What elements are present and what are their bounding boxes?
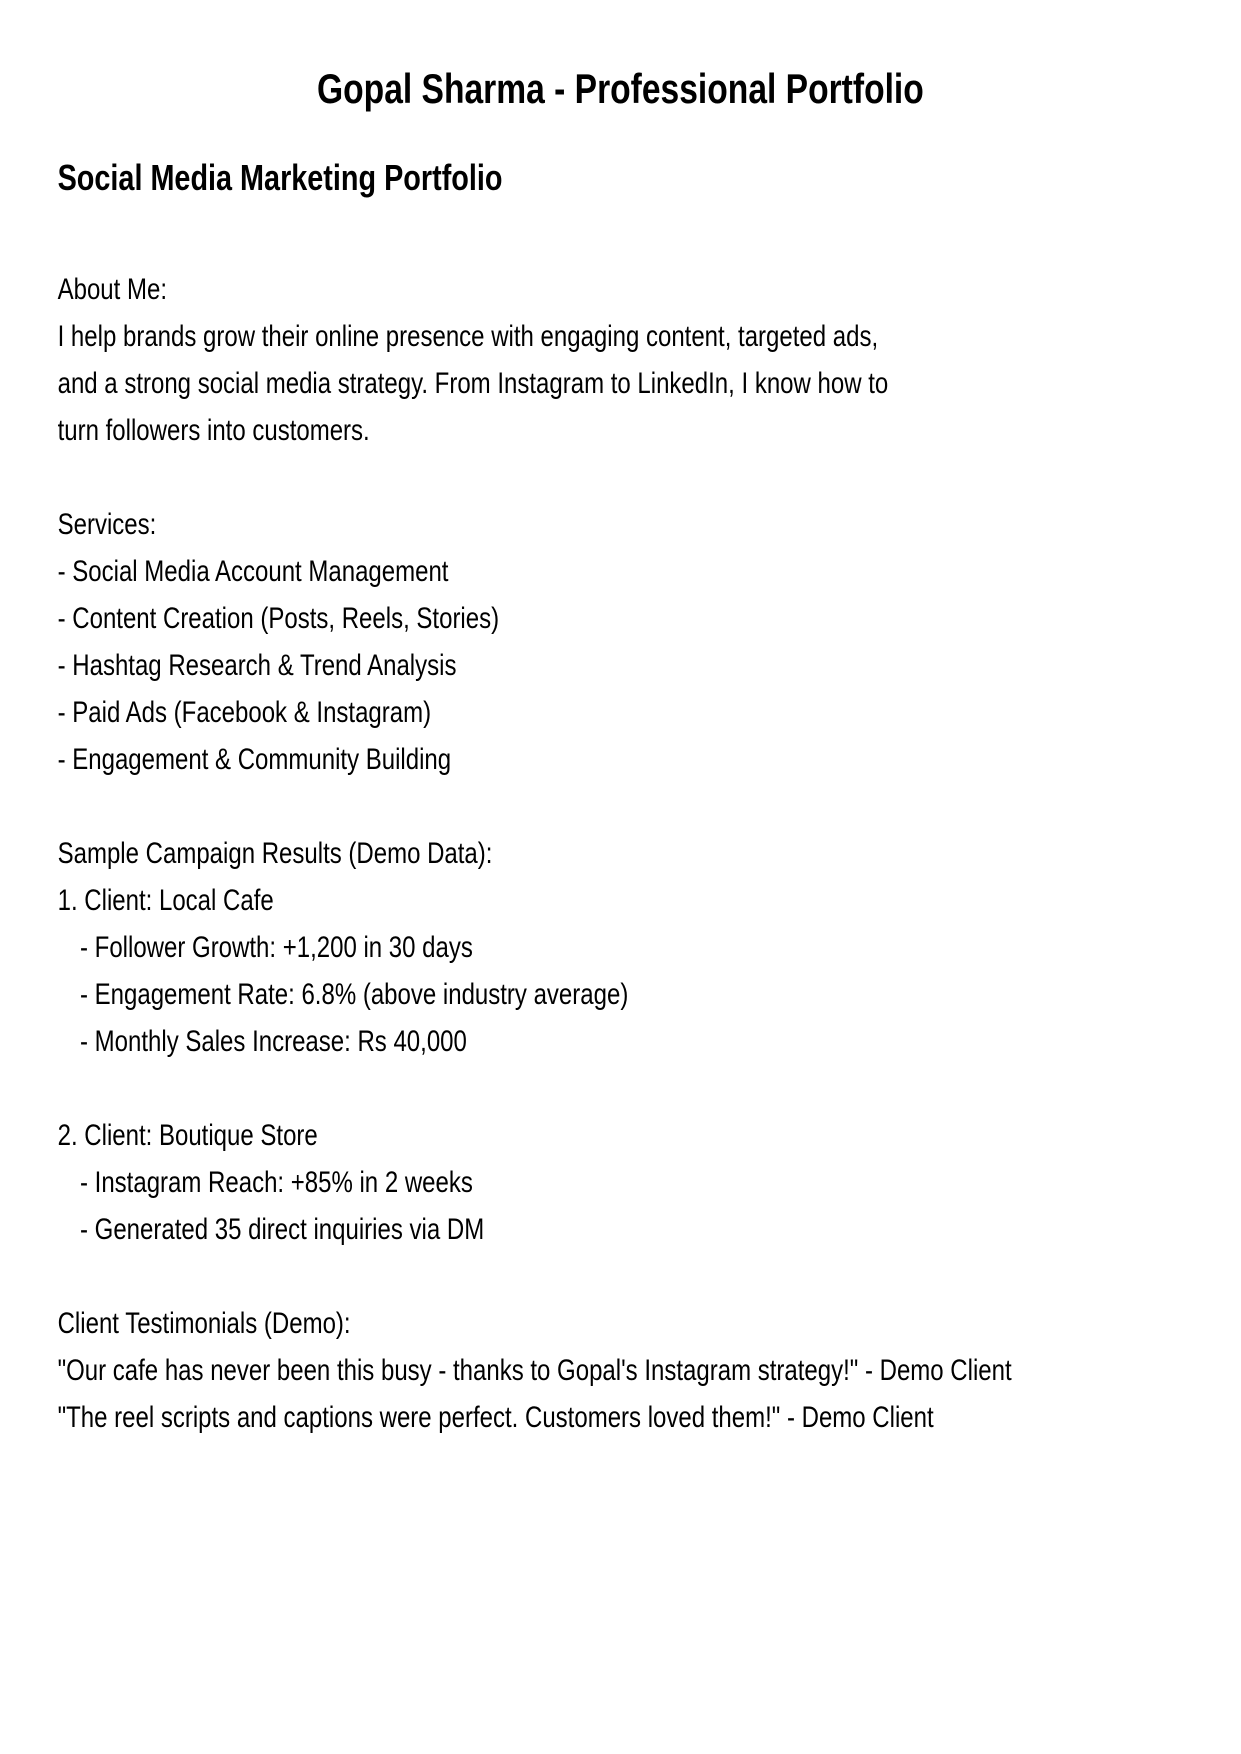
service-item-2: - Content Creation (Posts, Reels, Stories) bbox=[57, 602, 500, 635]
campaign-results-label: Sample Campaign Results (Demo Data): bbox=[57, 837, 493, 870]
services-label: Services: bbox=[57, 508, 157, 541]
client-2-name: 2. Client: Boutique Store bbox=[57, 1119, 318, 1152]
about-line-1: I help brands grow their online presence with engaging content, targeted ads, bbox=[57, 320, 879, 353]
about-line-2: and a strong social media strategy. From Instagram to LinkedIn, I know how to bbox=[57, 367, 889, 400]
client-1-name: 1. Client: Local Cafe bbox=[57, 884, 274, 917]
portfolio-heading: Social Media Marketing Portfolio bbox=[57, 157, 503, 198]
service-item-4: - Paid Ads (Facebook & Instagram) bbox=[57, 696, 432, 729]
document-title: Gopal Sharma - Professional Portfolio bbox=[317, 65, 924, 112]
client-2-metric-2: - Generated 35 direct inquiries via DM bbox=[80, 1213, 485, 1246]
testimonial-quote-1: "Our cafe has never been this busy - thanks to Gopal's Instagram strategy!" - Demo Client bbox=[57, 1354, 1012, 1387]
testimonials-label: Client Testimonials (Demo): bbox=[57, 1307, 351, 1340]
service-item-5: - Engagement & Community Building bbox=[57, 743, 452, 776]
about-line-3: turn followers into customers. bbox=[57, 414, 370, 447]
testimonial-quote-2: "The reel scripts and captions were perfect. Customers loved them!" - Demo Client bbox=[57, 1401, 934, 1434]
client-1-metric-1: - Follower Growth: +1,200 in 30 days bbox=[80, 931, 473, 964]
client-1-metric-2: - Engagement Rate: 6.8% (above industry average) bbox=[80, 978, 629, 1011]
client-2-metric-1: - Instagram Reach: +85% in 2 weeks bbox=[80, 1166, 473, 1199]
service-item-3: - Hashtag Research & Trend Analysis bbox=[57, 649, 457, 682]
client-1-metric-3: - Monthly Sales Increase: Rs 40,000 bbox=[80, 1025, 467, 1058]
about-label: About Me: bbox=[57, 273, 167, 306]
service-item-1: - Social Media Account Management bbox=[57, 555, 449, 588]
